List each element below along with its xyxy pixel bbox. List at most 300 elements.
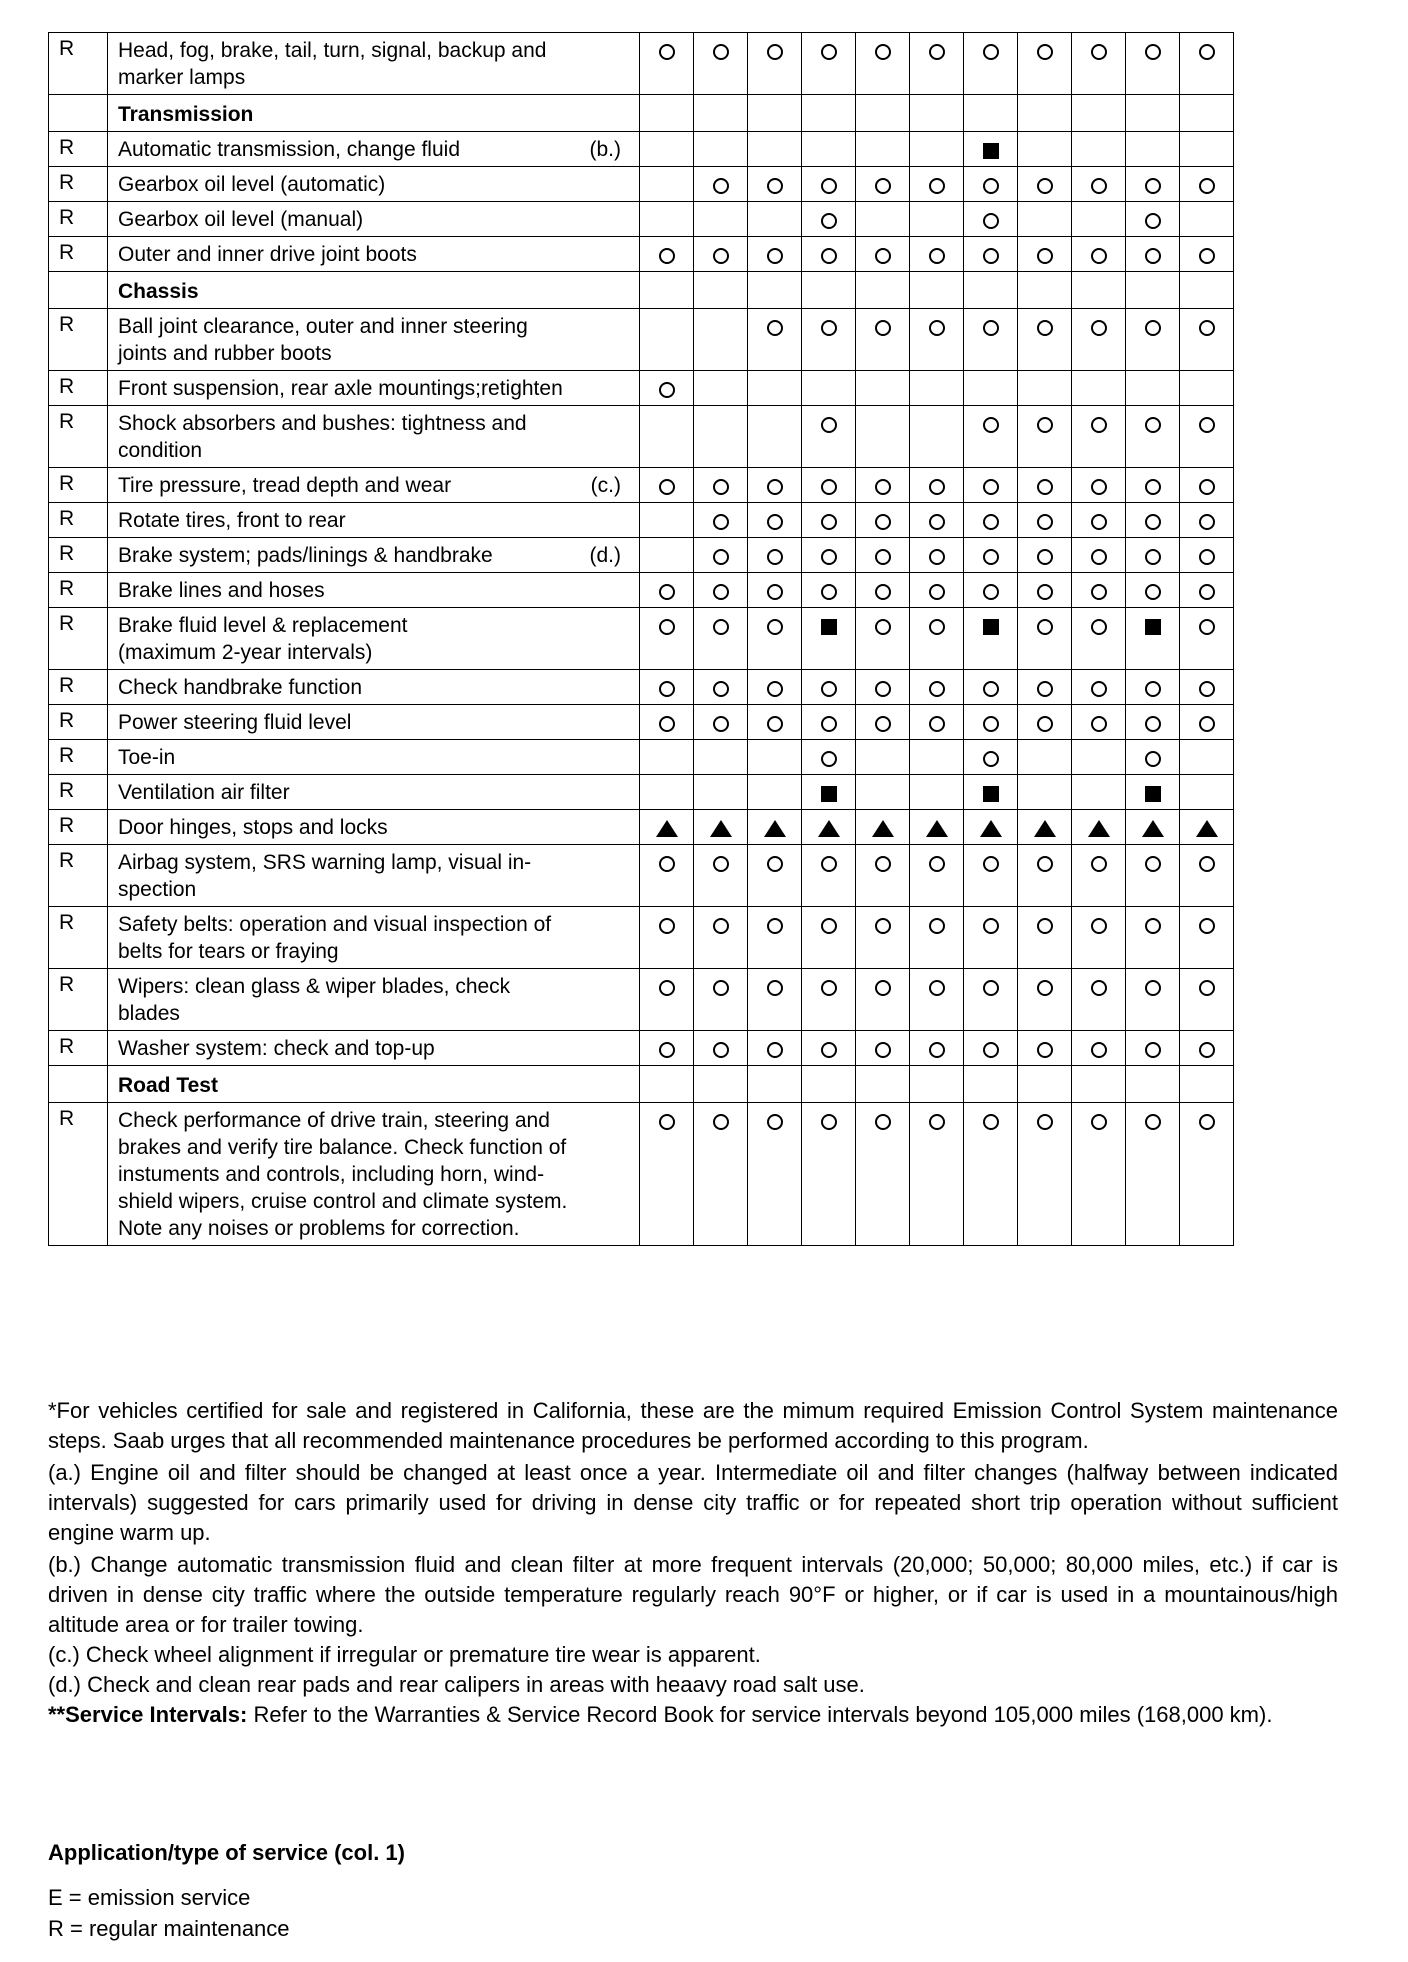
interval-cell xyxy=(802,167,856,202)
maintenance-item-text xyxy=(118,1107,567,1242)
service-circle-icon xyxy=(1199,1042,1215,1058)
interval-cell xyxy=(964,845,1018,907)
interval-cell xyxy=(910,1103,964,1246)
interval-cell xyxy=(1126,202,1180,237)
service-circle-icon xyxy=(1091,44,1107,60)
interval-cell xyxy=(1018,1066,1072,1103)
service-circle-icon xyxy=(1145,178,1161,194)
interval-cell xyxy=(802,907,856,969)
service-circle-icon xyxy=(983,1042,999,1058)
interval-cell xyxy=(1126,1031,1180,1066)
interval-cell xyxy=(1072,1103,1126,1246)
interval-cell xyxy=(1018,573,1072,608)
interval-cell xyxy=(910,810,964,845)
table-row xyxy=(49,33,1234,95)
interval-cell xyxy=(640,969,694,1031)
footnote-a: (a.) Engine oil and filter should be changed at least once a year. Intermediate oil and filter changes (halfway between indicated intervals) suggested for cars primarily used for driving in dense city traffic or for repeated short trip operation without sufficient engine warm up. xyxy=(48,1460,1338,1545)
service-square-icon xyxy=(821,619,837,635)
interval-cell xyxy=(640,272,694,309)
interval-cell xyxy=(964,1066,1018,1103)
service-circle-icon xyxy=(1145,549,1161,565)
service-circle-icon xyxy=(821,1042,837,1058)
application-code: R xyxy=(49,406,108,468)
interval-cell xyxy=(1072,670,1126,705)
interval-cell xyxy=(802,309,856,371)
interval-cell xyxy=(1018,1103,1072,1246)
service-circle-icon xyxy=(875,248,891,264)
service-circle-icon xyxy=(767,584,783,600)
interval-cell xyxy=(1126,503,1180,538)
service-circle-icon xyxy=(1145,514,1161,530)
maintenance-item-text xyxy=(118,375,563,402)
interval-cell xyxy=(856,132,910,167)
service-circle-icon xyxy=(713,918,729,934)
interval-cell xyxy=(910,775,964,810)
maintenance-item-line: Gearbox oil level (manual) xyxy=(118,208,364,231)
interval-cell xyxy=(640,705,694,740)
maintenance-item-text xyxy=(118,577,325,604)
interval-cell xyxy=(1072,775,1126,810)
interval-cell xyxy=(748,202,802,237)
interval-cell xyxy=(910,573,964,608)
maintenance-item-line: shield wipers, cruise control and climate system. xyxy=(118,1190,568,1213)
interval-cell xyxy=(1018,468,1072,503)
interval-cell xyxy=(802,132,856,167)
interval-cell xyxy=(856,1031,910,1066)
interval-cell xyxy=(694,309,748,371)
interval-cell xyxy=(748,95,802,132)
interval-cell xyxy=(1180,167,1234,202)
service-circle-icon xyxy=(875,549,891,565)
interval-cell xyxy=(1126,237,1180,272)
interval-cell xyxy=(1018,202,1072,237)
interval-cell xyxy=(1180,95,1234,132)
maintenance-item xyxy=(108,167,640,202)
interval-cell xyxy=(1126,608,1180,670)
service-circle-icon xyxy=(983,584,999,600)
interval-cell xyxy=(640,309,694,371)
service-circle-icon xyxy=(659,619,675,635)
interval-cell xyxy=(1018,775,1072,810)
interval-cell xyxy=(748,810,802,845)
service-circle-icon xyxy=(1037,584,1053,600)
interval-cell xyxy=(856,775,910,810)
service-circle-icon xyxy=(659,681,675,697)
table-row xyxy=(49,1103,1234,1246)
service-circle-icon xyxy=(1091,584,1107,600)
interval-cell xyxy=(694,538,748,573)
maintenance-item-text xyxy=(118,612,407,666)
service-circle-icon xyxy=(875,619,891,635)
service-circle-icon xyxy=(821,213,837,229)
interval-cell xyxy=(1018,810,1072,845)
application-code: R xyxy=(49,309,108,371)
service-circle-icon xyxy=(929,178,945,194)
footnote-california: *For vehicles certified for sale and registered in California, these are the mimum required Emission Control System maintenance steps. Saab urges that all recommended maintenance procedures be performed according to this program. xyxy=(48,1398,1338,1453)
interval-cell xyxy=(640,132,694,167)
interval-cell xyxy=(1018,705,1072,740)
service-circle-icon xyxy=(767,619,783,635)
interval-cell xyxy=(1018,406,1072,468)
interval-cell xyxy=(1072,371,1126,406)
interval-cell xyxy=(802,503,856,538)
maintenance-item-wrap xyxy=(118,814,629,841)
interval-cell xyxy=(748,503,802,538)
maintenance-item-line: Head, fog, brake, tail, turn, signal, backup and xyxy=(118,39,547,62)
interval-cell xyxy=(964,167,1018,202)
interval-cell xyxy=(748,573,802,608)
service-circle-icon xyxy=(767,856,783,872)
footnote-service-intervals xyxy=(48,1700,1338,1730)
service-circle-icon xyxy=(713,980,729,996)
service-circle-icon xyxy=(767,44,783,60)
interval-cell xyxy=(856,907,910,969)
interval-cell xyxy=(640,33,694,95)
interval-cell xyxy=(694,608,748,670)
service-circle-icon xyxy=(1199,417,1215,433)
service-circle-icon xyxy=(983,178,999,194)
service-intervals-label: **Service Intervals: xyxy=(48,1702,248,1727)
maintenance-item-wrap xyxy=(118,973,629,1027)
service-circle-icon xyxy=(713,514,729,530)
maintenance-item-wrap xyxy=(118,779,629,806)
maintenance-item xyxy=(108,705,640,740)
service-circle-icon xyxy=(1199,320,1215,336)
application-code: R xyxy=(49,371,108,406)
interval-cell xyxy=(802,969,856,1031)
interval-cell xyxy=(1180,573,1234,608)
service-circle-icon xyxy=(821,716,837,732)
interval-cell xyxy=(1126,272,1180,309)
interval-cell xyxy=(964,810,1018,845)
service-circle-icon xyxy=(821,320,837,336)
interval-cell xyxy=(802,1066,856,1103)
interval-cell xyxy=(802,95,856,132)
service-circle-icon xyxy=(1037,417,1053,433)
table-row xyxy=(49,705,1234,740)
maintenance-item xyxy=(108,1103,640,1246)
maintenance-item-line: Washer system: check and top-up xyxy=(118,1037,435,1060)
service-circle-icon xyxy=(1037,856,1053,872)
service-circle-icon xyxy=(875,1114,891,1130)
maintenance-item-line: Gearbox oil level (automatic) xyxy=(118,173,386,196)
interval-cell xyxy=(694,406,748,468)
service-circle-icon xyxy=(1199,248,1215,264)
interval-cell xyxy=(964,406,1018,468)
interval-cell xyxy=(802,705,856,740)
interval-cell xyxy=(910,33,964,95)
service-circle-icon xyxy=(767,320,783,336)
interval-cell xyxy=(1180,503,1234,538)
interval-cell xyxy=(1126,705,1180,740)
service-circle-icon xyxy=(875,320,891,336)
maintenance-item xyxy=(108,907,640,969)
maintenance-item-line: Airbag system, SRS warning lamp, visual in- xyxy=(118,851,532,874)
maintenance-item xyxy=(108,538,640,573)
service-circle-icon xyxy=(1037,1114,1053,1130)
service-triangle-icon xyxy=(710,820,732,837)
interval-cell xyxy=(694,969,748,1031)
interval-cell xyxy=(856,969,910,1031)
interval-cell xyxy=(748,705,802,740)
interval-cell xyxy=(1018,969,1072,1031)
service-triangle-icon xyxy=(1034,820,1056,837)
application-code: R xyxy=(49,705,108,740)
maintenance-item-text xyxy=(118,37,546,91)
service-circle-icon xyxy=(1199,716,1215,732)
interval-cell xyxy=(910,538,964,573)
service-circle-icon xyxy=(929,248,945,264)
section-row xyxy=(49,1066,1234,1103)
interval-cell xyxy=(1126,969,1180,1031)
service-circle-icon xyxy=(713,681,729,697)
interval-cell xyxy=(1180,775,1234,810)
table-row xyxy=(49,740,1234,775)
interval-cell xyxy=(694,95,748,132)
application-code: R xyxy=(49,907,108,969)
interval-cell xyxy=(1018,1031,1072,1066)
interval-cell xyxy=(910,95,964,132)
interval-cell xyxy=(748,132,802,167)
interval-cell xyxy=(1072,538,1126,573)
interval-cell xyxy=(910,1031,964,1066)
service-circle-icon xyxy=(659,716,675,732)
maintenance-item xyxy=(108,1031,640,1066)
service-circle-icon xyxy=(929,320,945,336)
interval-cell xyxy=(694,1031,748,1066)
interval-cell xyxy=(694,670,748,705)
interval-cell xyxy=(856,272,910,309)
interval-cell xyxy=(856,468,910,503)
interval-cell xyxy=(1180,33,1234,95)
application-code: R xyxy=(49,845,108,907)
interval-cell xyxy=(748,1066,802,1103)
interval-cell xyxy=(964,775,1018,810)
application-code: R xyxy=(49,740,108,775)
legend-line-regular: R = regular maintenance xyxy=(48,1916,290,1941)
interval-cell xyxy=(802,810,856,845)
service-circle-icon xyxy=(983,980,999,996)
interval-cell xyxy=(1126,1103,1180,1246)
interval-cell xyxy=(1018,740,1072,775)
service-circle-icon xyxy=(659,918,675,934)
interval-cell xyxy=(748,740,802,775)
service-circle-icon xyxy=(659,248,675,264)
service-circle-icon xyxy=(767,918,783,934)
service-circle-icon xyxy=(821,178,837,194)
service-circle-icon xyxy=(1199,619,1215,635)
maintenance-item-text xyxy=(118,973,510,1027)
interval-cell xyxy=(1018,538,1072,573)
application-code: R xyxy=(49,573,108,608)
interval-cell xyxy=(964,95,1018,132)
maintenance-item-text xyxy=(118,313,528,367)
application-code: R xyxy=(49,670,108,705)
maintenance-item-line: Toe-in xyxy=(118,746,176,769)
interval-cell xyxy=(910,503,964,538)
interval-cell xyxy=(964,740,1018,775)
interval-cell xyxy=(910,705,964,740)
service-circle-icon xyxy=(1037,178,1053,194)
service-circle-icon xyxy=(875,479,891,495)
maintenance-item-wrap xyxy=(118,241,629,268)
service-circle-icon xyxy=(821,681,837,697)
maintenance-item xyxy=(108,406,640,468)
interval-cell xyxy=(1126,845,1180,907)
interval-cell xyxy=(1126,573,1180,608)
maintenance-item-wrap xyxy=(118,206,629,233)
maintenance-item-line: Front suspension, rear axle mountings;retighten xyxy=(118,377,563,400)
footnote-reference: (d.) xyxy=(589,544,621,567)
service-circle-icon xyxy=(1145,584,1161,600)
interval-cell xyxy=(748,1031,802,1066)
interval-cell xyxy=(694,468,748,503)
interval-cell xyxy=(748,608,802,670)
maintenance-item xyxy=(108,810,640,845)
service-circle-icon xyxy=(659,1042,675,1058)
service-circle-icon xyxy=(983,751,999,767)
maintenance-item-line: blades xyxy=(118,1002,180,1025)
section-heading: Chassis xyxy=(108,272,640,309)
table-row xyxy=(49,538,1234,573)
application-code: R xyxy=(49,775,108,810)
maintenance-item xyxy=(108,309,640,371)
interval-cell xyxy=(1018,33,1072,95)
service-circle-icon xyxy=(983,248,999,264)
interval-cell xyxy=(1072,907,1126,969)
interval-cell xyxy=(748,237,802,272)
maintenance-item xyxy=(108,202,640,237)
interval-cell xyxy=(1180,845,1234,907)
interval-cell xyxy=(910,969,964,1031)
interval-cell xyxy=(1072,810,1126,845)
maintenance-item-text xyxy=(118,744,175,771)
service-circle-icon xyxy=(1091,1042,1107,1058)
service-circle-icon xyxy=(983,856,999,872)
interval-cell xyxy=(856,608,910,670)
service-circle-icon xyxy=(1145,248,1161,264)
footnote-reference: (b.) xyxy=(589,138,621,161)
service-circle-icon xyxy=(875,178,891,194)
table-row xyxy=(49,608,1234,670)
service-square-icon xyxy=(821,786,837,802)
interval-cell xyxy=(1126,95,1180,132)
service-circle-icon xyxy=(983,918,999,934)
maintenance-item-text xyxy=(118,911,551,965)
maintenance-schedule-table xyxy=(48,32,1234,1246)
interval-cell xyxy=(910,202,964,237)
maintenance-item-wrap xyxy=(118,577,629,604)
maintenance-item-text xyxy=(118,507,346,534)
interval-cell xyxy=(748,845,802,907)
interval-cell xyxy=(910,907,964,969)
application-code: R xyxy=(49,1103,108,1246)
maintenance-item-wrap xyxy=(118,313,629,367)
service-circle-icon xyxy=(713,619,729,635)
interval-cell xyxy=(910,406,964,468)
interval-cell xyxy=(856,237,910,272)
service-circle-icon xyxy=(713,44,729,60)
interval-cell xyxy=(640,845,694,907)
interval-cell xyxy=(1072,1031,1126,1066)
footnote-reference: (c.) xyxy=(590,474,621,497)
maintenance-item xyxy=(108,740,640,775)
maintenance-item-wrap xyxy=(118,612,629,666)
maintenance-item-line: Note any noises or problems for correction. xyxy=(118,1217,520,1240)
maintenance-item-line: Power steering fluid level xyxy=(118,711,352,734)
service-circle-icon xyxy=(1091,1114,1107,1130)
interval-cell xyxy=(1180,969,1234,1031)
interval-cell xyxy=(1180,705,1234,740)
interval-cell xyxy=(1126,740,1180,775)
interval-cell xyxy=(802,33,856,95)
interval-cell xyxy=(910,608,964,670)
service-triangle-icon xyxy=(764,820,786,837)
maintenance-item-wrap xyxy=(118,674,629,701)
interval-cell xyxy=(856,167,910,202)
maintenance-item-line: Outer and inner drive joint boots xyxy=(118,243,417,266)
service-square-icon xyxy=(983,143,999,159)
service-triangle-icon xyxy=(1196,820,1218,837)
interval-cell xyxy=(640,202,694,237)
service-circle-icon xyxy=(875,1042,891,1058)
interval-cell xyxy=(856,573,910,608)
table-row xyxy=(49,1031,1234,1066)
interval-cell xyxy=(694,1066,748,1103)
interval-cell xyxy=(1126,468,1180,503)
interval-cell xyxy=(694,503,748,538)
maintenance-item-line: brakes and verify tire balance. Check function of xyxy=(118,1136,567,1159)
service-circle-icon xyxy=(1037,918,1053,934)
interval-cell xyxy=(1180,538,1234,573)
interval-cell xyxy=(748,538,802,573)
application-code: R xyxy=(49,468,108,503)
service-circle-icon xyxy=(1145,681,1161,697)
interval-cell xyxy=(748,775,802,810)
service-circle-icon xyxy=(1037,320,1053,336)
interval-cell xyxy=(802,775,856,810)
interval-cell xyxy=(802,371,856,406)
interval-cell xyxy=(1018,503,1072,538)
interval-cell xyxy=(856,406,910,468)
interval-cell xyxy=(640,237,694,272)
maintenance-item-text xyxy=(118,779,290,806)
maintenance-item-wrap xyxy=(118,542,629,569)
service-circle-icon xyxy=(1199,918,1215,934)
service-circle-icon xyxy=(1091,248,1107,264)
interval-cell xyxy=(694,1103,748,1246)
maintenance-item xyxy=(108,33,640,95)
footnote-c: (c.) Check wheel alignment if irregular or premature tire wear is apparent. xyxy=(48,1642,761,1667)
interval-cell xyxy=(1126,33,1180,95)
service-circle-icon xyxy=(929,1042,945,1058)
interval-cell xyxy=(748,272,802,309)
interval-cell xyxy=(694,573,748,608)
interval-cell xyxy=(910,740,964,775)
service-circle-icon xyxy=(821,918,837,934)
interval-cell xyxy=(856,309,910,371)
interval-cell xyxy=(1126,538,1180,573)
service-circle-icon xyxy=(713,716,729,732)
maintenance-item-text xyxy=(118,472,451,499)
service-circle-icon xyxy=(875,856,891,872)
service-triangle-icon xyxy=(1088,820,1110,837)
service-circle-icon xyxy=(659,1114,675,1130)
service-circle-icon xyxy=(1091,619,1107,635)
service-triangle-icon xyxy=(656,820,678,837)
maintenance-item-line: Check performance of drive train, steering and xyxy=(118,1109,550,1132)
service-intervals-text: Refer to the Warranties & Service Record Book for service intervals beyond 105,000 miles (168,000 km). xyxy=(247,1702,1273,1727)
